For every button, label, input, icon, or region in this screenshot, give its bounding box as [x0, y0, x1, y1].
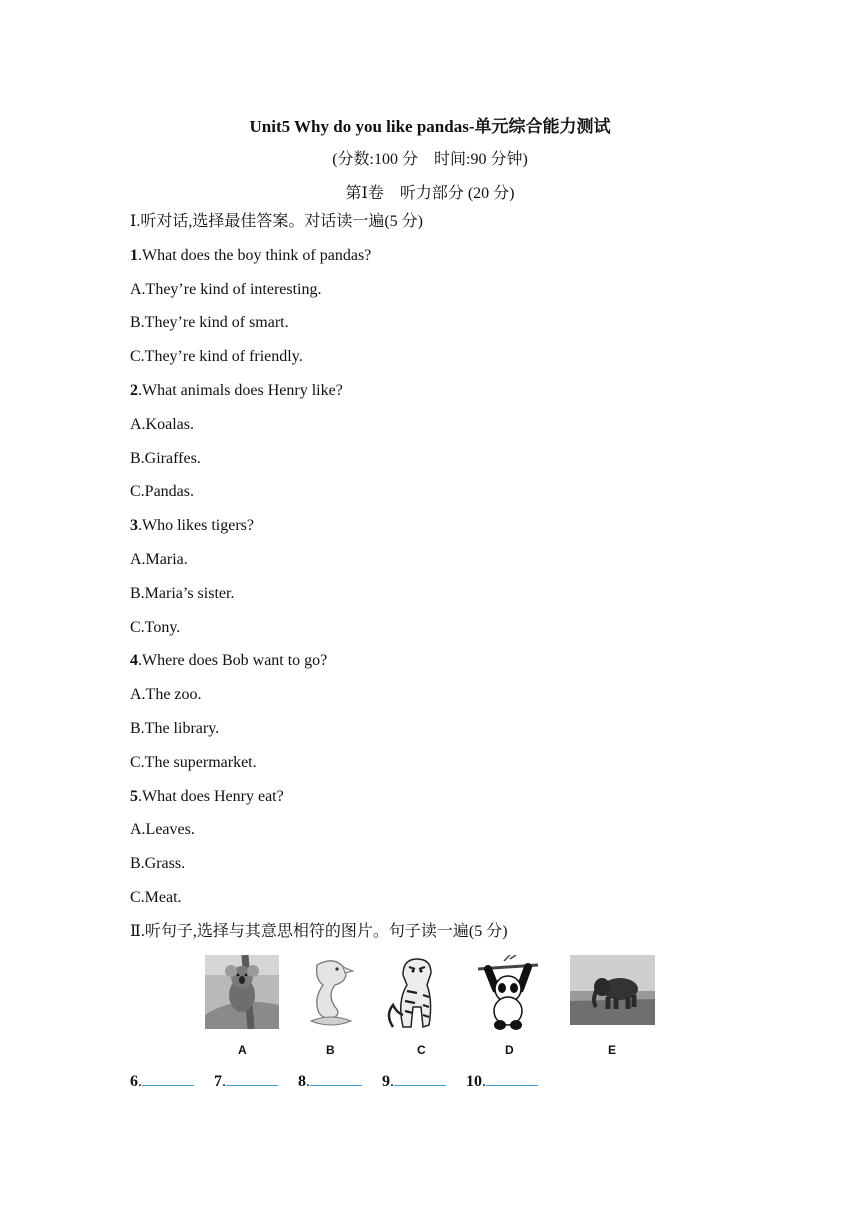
- option: C.Tony.: [130, 618, 181, 636]
- panda-image: [474, 955, 542, 1031]
- answer-item: 10.: [466, 1071, 538, 1091]
- question: 2.What animals does Henry like?: [130, 381, 343, 399]
- answer-blanks: [130, 1071, 554, 1091]
- section-heading: Ⅱ.听句子,选择与其意思相符的图片。句子读一遍(5 分): [130, 922, 508, 940]
- option: C.The supermarket.: [130, 753, 257, 771]
- option: A.Leaves.: [130, 821, 195, 839]
- question: 4.Where does Bob want to go?: [130, 652, 328, 670]
- picture-row: [200, 955, 670, 1060]
- section-heading: Ⅰ.听对话,选择最佳答案。对话读一遍(5 分): [130, 213, 423, 230]
- score-time-info: (分数:100 分 时间:90 分钟): [332, 151, 528, 168]
- dolphin-image: [305, 955, 357, 1029]
- option: B.Giraffes.: [130, 449, 201, 467]
- answer-item: 8.: [298, 1071, 362, 1091]
- answer-blank[interactable]: [142, 1071, 194, 1086]
- option: C.Meat.: [130, 888, 182, 906]
- part-heading: 第Ⅰ卷 听力部分 (20 分): [345, 185, 515, 202]
- koala-image: [205, 955, 279, 1029]
- option: B.The library.: [130, 719, 220, 737]
- picture-label: A: [238, 1043, 247, 1057]
- picture-label: B: [326, 1043, 335, 1057]
- listening-section: [130, 212, 750, 956]
- option: B.Maria’s sister.: [130, 584, 235, 602]
- picture-label: D: [505, 1043, 514, 1057]
- answer-blank[interactable]: [310, 1071, 362, 1086]
- elephant-image: [570, 955, 655, 1025]
- option: B.They’re kind of smart.: [130, 314, 289, 332]
- picture-label: E: [608, 1043, 617, 1057]
- option: C.Pandas.: [130, 483, 194, 501]
- option: A.The zoo.: [130, 686, 202, 704]
- option: A.Maria.: [130, 550, 188, 568]
- picture-label: C: [417, 1043, 426, 1057]
- question: 3.Who likes tigers?: [130, 517, 254, 535]
- page-title: Unit5 Why do you like pandas-单元综合能力测试: [249, 117, 611, 136]
- answer-item: 9.: [382, 1071, 446, 1091]
- tiger-image: [383, 955, 449, 1031]
- answer-item: 7.: [214, 1071, 278, 1091]
- answer-blank[interactable]: [226, 1071, 278, 1086]
- option: A.Koalas.: [130, 415, 194, 433]
- answer-blank[interactable]: [486, 1071, 538, 1086]
- question: 1.What does the boy think of pandas?: [130, 246, 372, 264]
- question: 5.What does Henry eat?: [130, 787, 284, 805]
- option: C.They’re kind of friendly.: [130, 348, 303, 366]
- option: A.They’re kind of interesting.: [130, 280, 322, 298]
- answer-item: 6.: [130, 1071, 194, 1091]
- option: B.Grass.: [130, 855, 186, 873]
- answer-blank[interactable]: [394, 1071, 446, 1086]
